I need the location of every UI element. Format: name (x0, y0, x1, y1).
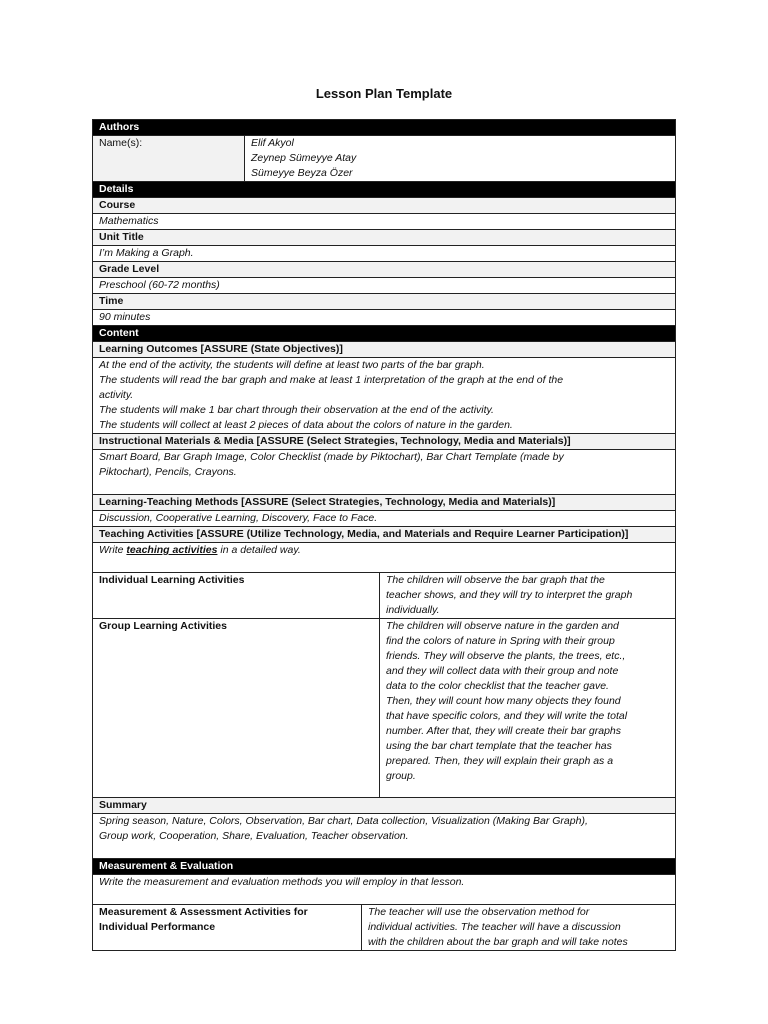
author-name: Zeynep Sümeyye Atay (251, 152, 357, 164)
authors-row (93, 136, 675, 182)
individual-line: teacher shows, and they will try to interpret the graph (386, 589, 633, 601)
outcome-line: The students will make 1 bar chart through their observation at the end of the activity. (99, 404, 494, 416)
unit-title-value: I’m Making a Graph. (93, 246, 675, 262)
measurement-label-line: Measurement & Assessment Activities for (99, 906, 308, 918)
outcome-line: The students will read the bar graph and make at least 1 interpretation of the graph at the end of the (99, 374, 564, 386)
group-line: that have specific colors, and they will write the total (386, 710, 628, 722)
lesson-plan-table (92, 119, 676, 951)
summary-value (93, 814, 675, 859)
outcome-line: activity. (99, 389, 134, 401)
outcome-line: The students will collect at least 2 pieces of data about the colors of nature in the garden. (99, 419, 513, 431)
materials-label: Instructional Materials & Media [ASSURE (Select Strategies, Technology, Media and Materials)] (93, 434, 675, 450)
summary-line: Group work, Cooperation, Share, Evaluation, Teacher observation. (99, 830, 409, 842)
group-activities-value (379, 619, 675, 797)
measurement-individual-row (93, 905, 675, 950)
course-value: Mathematics (93, 214, 675, 230)
time-label: Time (93, 294, 675, 310)
author-name: Elif Akyol (251, 137, 294, 149)
methods-label: Learning-Teaching Methods [ASSURE (Select Strategies, Technology, Media and Materials)] (93, 495, 675, 511)
section-header-authors: Authors (93, 120, 675, 136)
group-line: Then, they will count how many objects they found (386, 695, 621, 707)
unit-title-label: Unit Title (93, 230, 675, 246)
section-header-details: Details (93, 182, 675, 198)
methods-value: Discussion, Cooperative Learning, Discovery, Face to Face. (93, 511, 675, 527)
measurement-line: individual activities. The teacher will have a discussion (368, 921, 621, 933)
section-header-measurement: Measurement & Evaluation (93, 859, 675, 875)
measurement-line: with the children about the bar graph and will take notes (368, 936, 628, 948)
learning-outcomes-label: Learning Outcomes [ASSURE (State Objectives)] (93, 342, 675, 358)
summary-label: Summary (93, 798, 675, 814)
teaching-activities-label: Teaching Activities [ASSURE (Utilize Technology, Media, and Materials and Require Learner Participation)] (93, 527, 675, 543)
group-line: The children will observe nature in the garden and (386, 620, 619, 632)
names-label: Name(s): (93, 136, 244, 181)
group-line: prepared. Then, they will explain their graph as a (386, 755, 614, 767)
measurement-individual-label (93, 905, 361, 950)
group-line: data to the color checklist that the teacher gave. (386, 680, 609, 692)
group-activities-label: Group Learning Activities (99, 620, 227, 632)
page-title: Lesson Plan Template (315, 86, 453, 101)
individual-line: individually. (386, 604, 440, 616)
summary-line: Spring season, Nature, Colors, Observation, Bar chart, Data collection, Visualization (Making Bar Graph), (99, 815, 588, 827)
individual-line: The children will observe the bar graph that the (386, 574, 605, 586)
materials-line: Smart Board, Bar Graph Image, Color Checklist (made by Piktochart), Bar Chart Template (made by (99, 451, 564, 463)
group-activities-row (93, 619, 675, 798)
materials-value (93, 450, 675, 495)
group-line: and they will collect data with their group and note (386, 665, 619, 677)
author-name: Sümeyye Beyza Özer (251, 167, 353, 179)
course-label: Course (93, 198, 675, 214)
measurement-intro: Write the measurement and evaluation methods you will employ in that lesson. (93, 875, 675, 905)
individual-activities-label: Individual Learning Activities (99, 574, 245, 586)
measurement-line: The teacher will use the observation method for (368, 906, 590, 918)
activities-text-pre: Write (99, 544, 127, 556)
time-value: 90 minutes (93, 310, 675, 326)
author-names (244, 136, 675, 181)
group-line: friends. They will observe the plants, the trees, etc., (386, 650, 626, 662)
group-line: using the bar chart template that the teacher has (386, 740, 612, 752)
measurement-label-line: Individual Performance (99, 921, 216, 933)
group-line: find the colors of nature in Spring with their group (386, 635, 615, 647)
outcome-line: At the end of the activity, the students will define at least two parts of the bar graph. (99, 359, 485, 371)
group-line: group. (386, 770, 416, 782)
materials-line: Piktochart), Pencils, Crayons. (99, 466, 237, 478)
individual-activities-value (379, 573, 675, 618)
individual-activities-row (93, 573, 675, 619)
teaching-activities-link[interactable]: teaching activities (126, 544, 218, 556)
activities-text-post: in a detailed way. (217, 544, 301, 556)
grade-level-label: Grade Level (93, 262, 675, 278)
measurement-individual-value (361, 905, 675, 950)
section-header-content: Content (93, 326, 675, 342)
teaching-activities-value (93, 543, 675, 573)
grade-level-value: Preschool (60-72 months) (93, 278, 675, 294)
group-line: number. After that, they will create their bar graphs (386, 725, 621, 737)
learning-outcomes-value (93, 358, 675, 434)
